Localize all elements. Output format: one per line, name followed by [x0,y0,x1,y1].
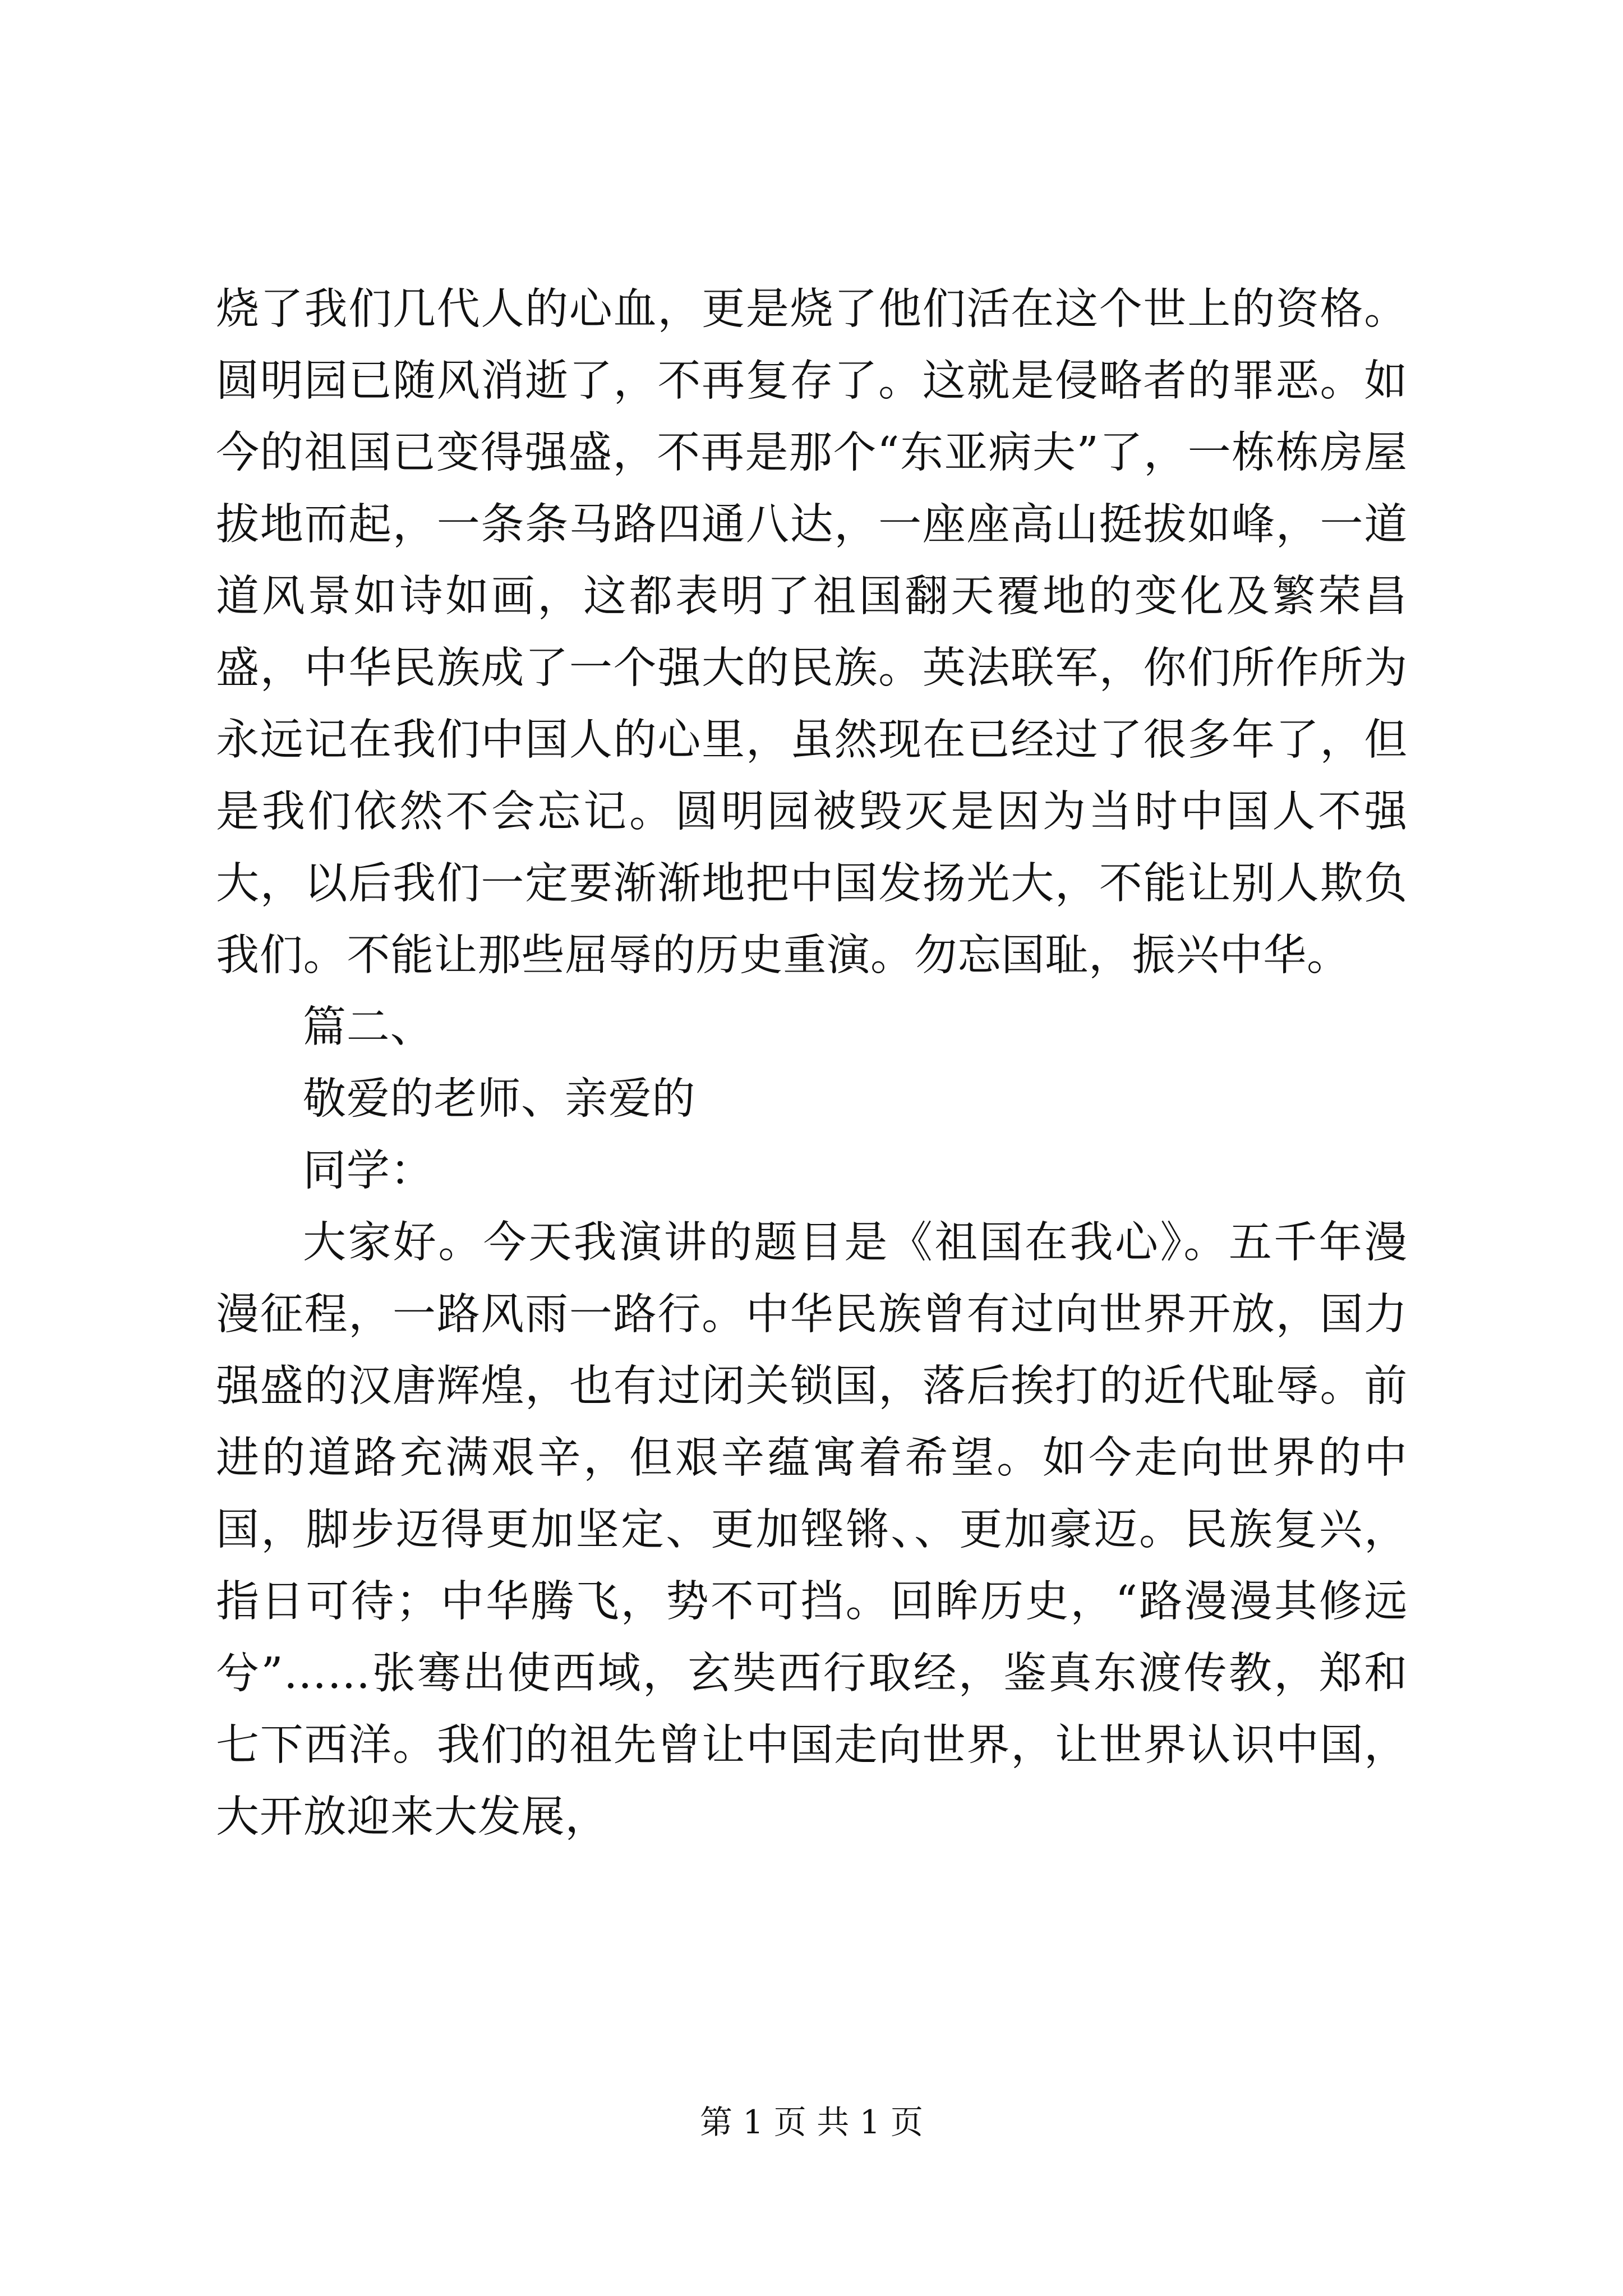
salutation-line-2: 同学： [303,1146,434,1196]
salutation-line: 敬爱的老师、亲爱的 [303,1074,696,1124]
page-footer: 第 1 页 共 1 页 [700,2103,923,2141]
section-heading: 篇二、 [303,1002,434,1052]
document-body [216,274,1408,1853]
paragraph-speech: 大家好。今天我演讲的题目是《祖国在我心》。五千年漫漫征程，一路风雨一路行。中华民族曾有过向世界开放，国力强盛的汉唐辉煌，也有过闭关锁国，落后挨打的近代耻辱。前进的道路充满艰辛，但艰辛蕴寓着希望。如今走向世界的中国，脚步迈得更加坚定、更加铿锵、、更加豪迈。民族复兴，指日可待；中华腾飞，势不可挡。回眸历史，“路漫漫其修远兮”……张骞出使西域，玄奘西行取经，鉴真东渡传教，郑和七下西洋。我们的祖先曾让中国走向世界，让世界认识中国，大开放迎来大发展， [216,1218,1408,1842]
paragraph-continued: 烧了我们几代人的心血，更是烧了他们活在这个世上的资格。圆明园已随风消逝了，不再复存了。这就是侵略者的罪恶。如今的祖国已变得强盛，不再是那个“东亚病夫”了，一栋栋房屋拔地而起，一条条马路四通八达，一座座高山挺拔如峰，一道道风景如诗如画，这都表明了祖国翻天覆地的变化及繁荣昌盛，中华民族成了一个强大的民族。英法联军，你们所作所为永远记在我们中国人的心里，虽然现在已经过了很多年了，但是我们依然不会忘记。圆明园被毁灭是因为当时中国人不强大，以后我们一定要渐渐地把中国发扬光大，不能让别人欺负我们。不能让那些屈辱的历史重演。勿忘国耻，振兴中华。 [216,284,1408,981]
